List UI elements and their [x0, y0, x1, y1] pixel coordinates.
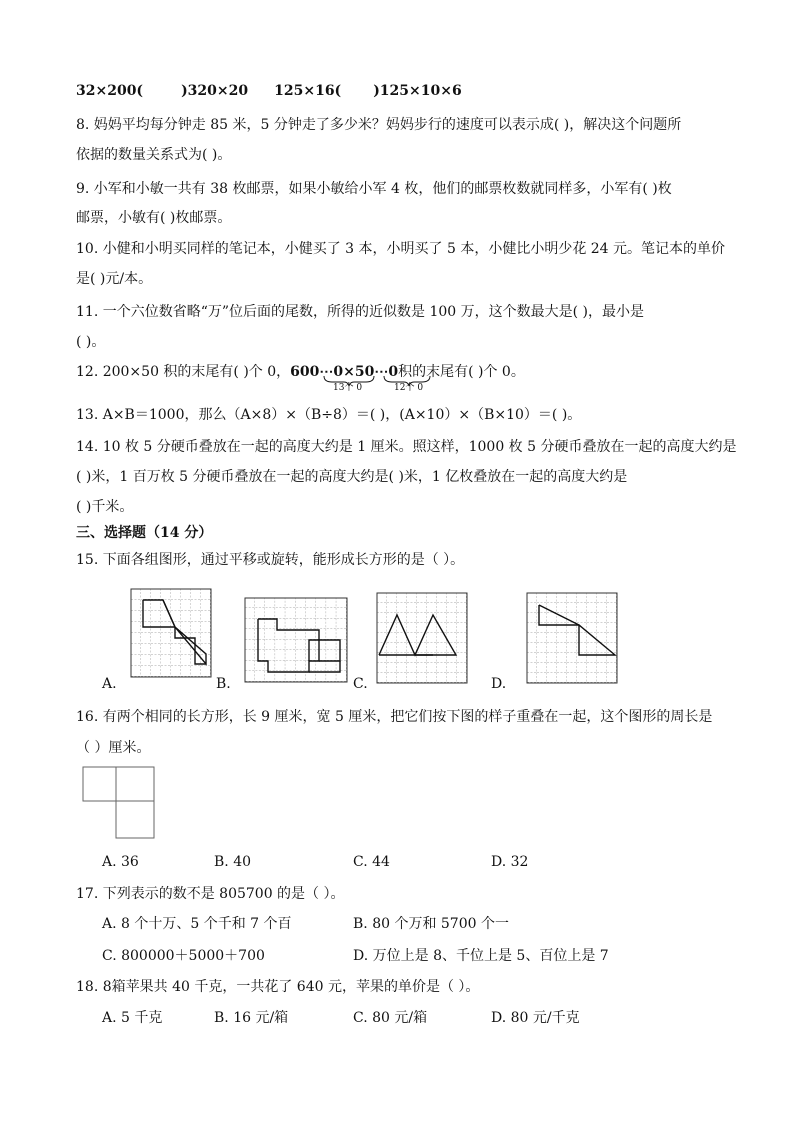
q16-option-a[interactable]: A. 36: [102, 854, 139, 870]
q16-option-c[interactable]: C. 44: [353, 854, 390, 870]
q12-brace1-label: 13个 0: [333, 383, 363, 393]
q15-figure-a: [130, 588, 212, 680]
q8-line1: 8. 妈妈平均每分钟走 85 米，5 分钟走了多少米？妈妈步行的速度可以表示成( )，解决这个问题所: [76, 117, 682, 133]
q9-line1: 9. 小军和小敏一共有 38 枚邮票，如果小敏给小军 4 枚，他们的邮票枚数就同样多，小军有( )枚: [76, 181, 672, 197]
q12-line: [76, 363, 525, 381]
q7-expr-c: 125×16(: [274, 83, 342, 99]
q15-figure-c: [376, 592, 468, 684]
q7-expr-d: )125×10×6: [373, 83, 462, 99]
q18-option-d[interactable]: D. 80 元/千克: [491, 1010, 580, 1026]
q18-stem: 18. 8箱苹果共 40 千克，一共花了 640 元，苹果的单价是（ ）。: [76, 979, 480, 995]
q15-option-c[interactable]: C.: [353, 676, 368, 692]
q11-line2: ( )。: [76, 334, 106, 350]
q17-option-b[interactable]: B. 80 个万和 5700 个一: [353, 916, 509, 932]
q17-option-a[interactable]: A. 8 个十万、5 个千和 7 个百: [102, 916, 292, 932]
q18-option-b[interactable]: B. 16 元/箱: [214, 1010, 289, 1026]
q15-option-b[interactable]: B.: [216, 676, 231, 692]
q16-option-d[interactable]: D. 32: [491, 854, 529, 870]
q14-line2: ( )米，1 百万枚 5 分硬币叠放在一起的高度大约是( )米，1 亿枚叠放在一起的高度大约是: [76, 469, 628, 485]
q15-figure-b: [244, 597, 348, 683]
q18-option-c[interactable]: C. 80 元/箱: [353, 1010, 428, 1026]
q16-line1: 16. 有两个相同的长方形，长 9 厘米，宽 5 厘米，把它们按下图的样子重叠在一起，这个图形的周长是: [76, 709, 713, 725]
q12-part1: 12. 200×50 积的末尾有( )个 0，: [76, 364, 291, 380]
q17-stem: 17. 下列表示的数不是 805700 的是（ ）。: [76, 886, 345, 902]
q16-overlap-figure: [82, 766, 156, 840]
q14-line3: ( )千米。: [76, 499, 134, 515]
section3-title: 三、选择题（14 分）: [76, 525, 213, 541]
q10-line1: 10. 小健和小明买同样的笔记本，小健买了 3 本，小明买了 5 本，小健比小明少花 24 元。笔记本的单价: [76, 241, 726, 257]
q12-number-50: 50⋯0: [354, 364, 399, 380]
q12-number-600: 600⋯0: [290, 364, 344, 380]
q18-option-a[interactable]: A. 5 千克: [102, 1010, 163, 1026]
q15-stem: 15. 下面各组图形，通过平移或旋转，能形成长方形的是（ ）。: [76, 552, 465, 568]
q16-option-b[interactable]: B. 40: [214, 854, 252, 870]
q9-line2: 邮票，小敏有( )枚邮票。: [76, 210, 232, 226]
q17-option-d[interactable]: D. 万位上是 8、千位上是 5、百位上是 7: [353, 948, 609, 964]
q7-expr-b: )320×20: [181, 83, 249, 99]
q13-line1: 13. A×B＝1000，那么（A×8）×（B÷8）＝( )，(A×10）×（B×10）＝( )。: [76, 407, 582, 423]
q16-line2: （ ）厘米。: [76, 740, 151, 756]
q15-option-d[interactable]: D.: [491, 676, 507, 692]
q8-line2: 依据的数量关系式为( )。: [76, 147, 232, 163]
q11-line1: 11. 一个六位数省略“万”位后面的尾数，所得的近似数是 100 万，这个数最大是( )，最小是: [76, 304, 645, 320]
q7-expr-a: 32×200(: [76, 83, 144, 99]
q14-line1: 14. 10 枚 5 分硬币叠放在一起的高度大约是 1 厘米。照这样，1000 枚 5 分硬币叠放在一起的高度大约是: [76, 439, 737, 455]
q15-option-a[interactable]: A.: [102, 676, 117, 692]
q12-times-sign: ×: [343, 364, 355, 380]
q17-option-c[interactable]: C. 800000＋5000＋700: [102, 948, 265, 964]
q7-line: [76, 82, 462, 100]
q12-part2: 积的末尾有( )个 0。: [398, 364, 525, 380]
q10-line2: 是( )元/本。: [76, 271, 153, 287]
q15-figure-d: [526, 592, 618, 684]
q12-brace2-label: 12个 0: [394, 383, 424, 393]
